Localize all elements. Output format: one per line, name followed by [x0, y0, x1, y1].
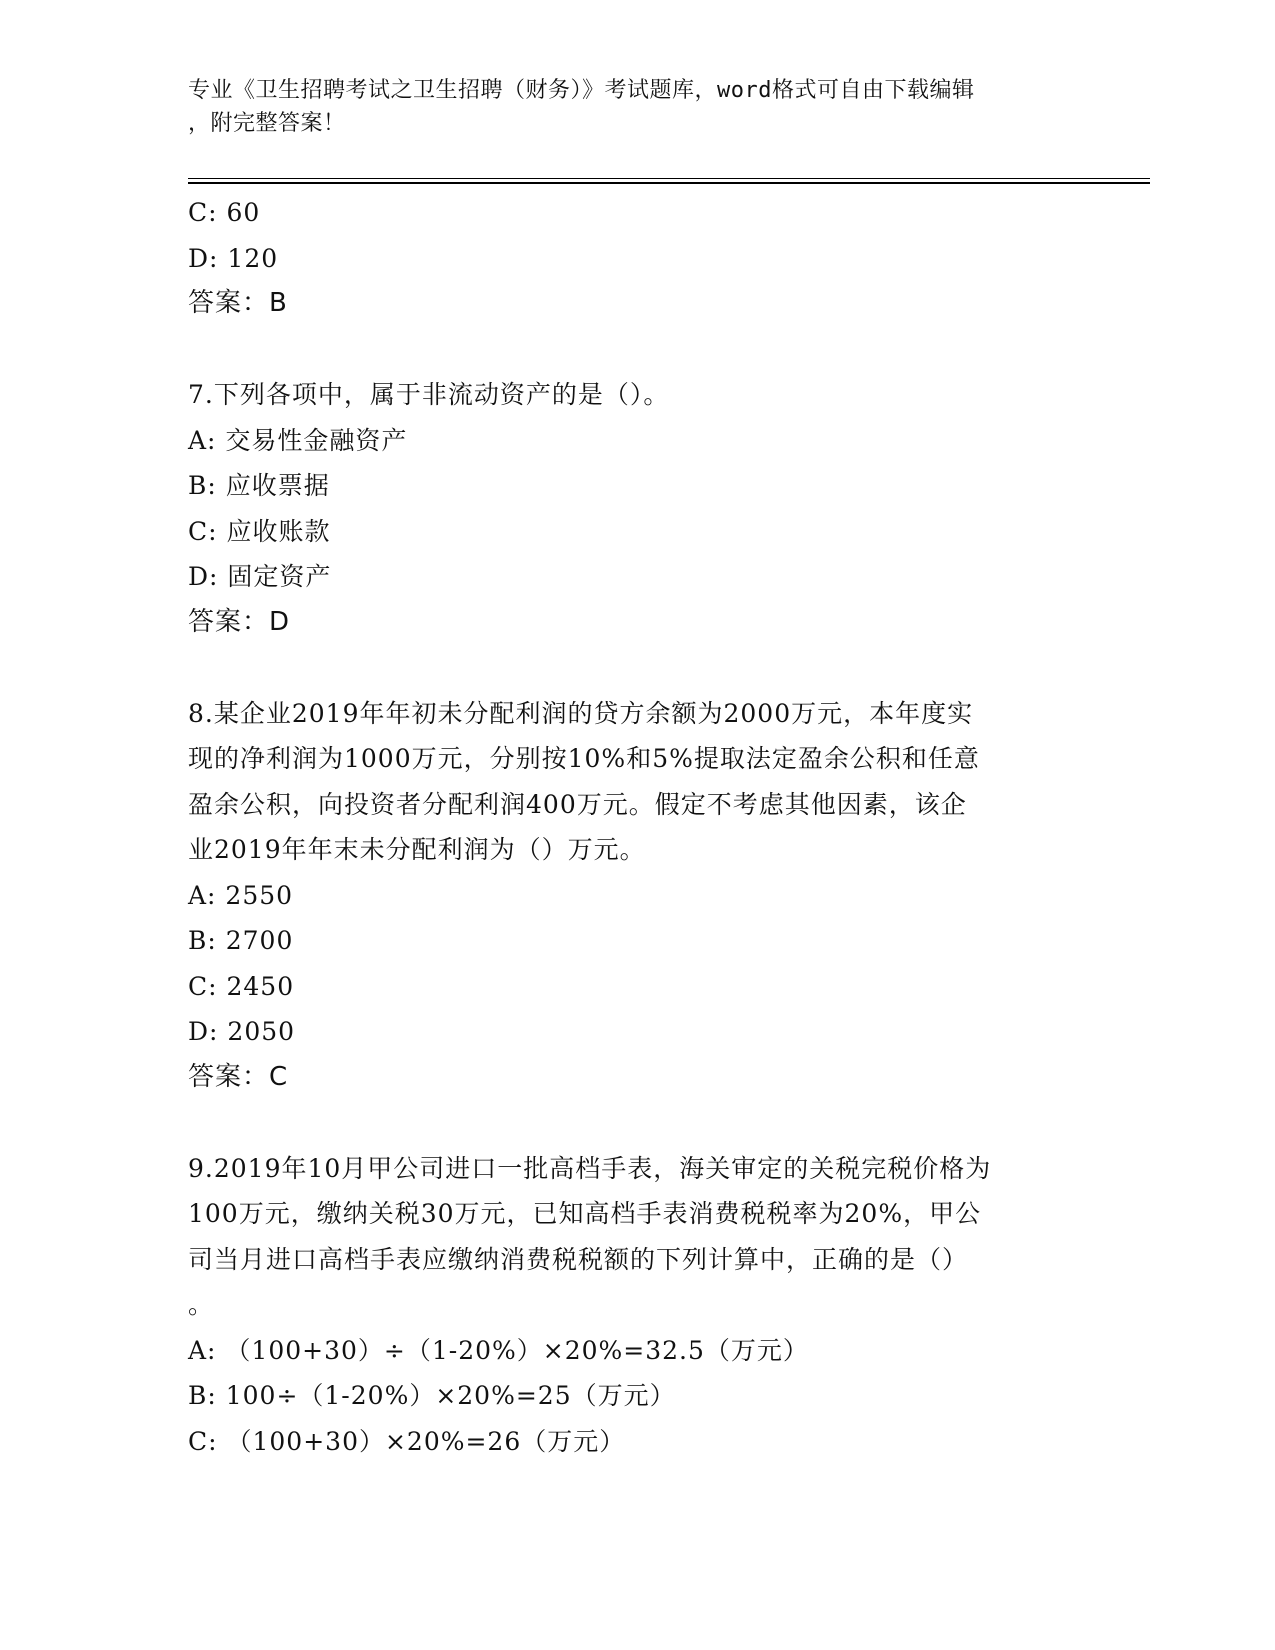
document-header: [188, 74, 1068, 140]
header-line-2: ，附完整答案！: [188, 111, 346, 136]
prev-answer: 答案：B: [188, 288, 288, 318]
prev-option-c: C: 60: [188, 198, 261, 227]
q9-stem-line-3: 司当月进口高档手表应缴纳消费税税额的下列计算中，正确的是（）: [188, 1244, 969, 1274]
q7-option-a: A: 交易性金融资产: [188, 425, 408, 455]
q9-stem-line-2: 100万元，缴纳关税30万元，已知高档手表消费税税率为20%，甲公: [188, 1199, 982, 1228]
q8-option-a: A: 2550: [188, 880, 294, 910]
q8-stem-line-4: 业2019年年末未分配利润为（）万元。: [188, 835, 646, 864]
q7-option-c: C: 应收账款: [188, 516, 331, 546]
spacer: [188, 1100, 1088, 1146]
q7-option-d: D: 固定资产: [188, 562, 332, 591]
q8-stem-line-3: 盈余公积，向投资者分配利润400万元。假定不考虑其他因素，该企: [188, 789, 967, 819]
header-divider-thick: [188, 182, 1150, 184]
q9-option-a: A: （100+30）÷（1-20%）×20%=32.5（万元）: [188, 1335, 809, 1365]
q9-option-c: C: （100+30）×20%=26（万元）: [188, 1426, 626, 1456]
q8-option-c: C: 2450: [188, 971, 295, 1001]
q7-option-b: B: 应收票据: [188, 471, 330, 500]
q9-stem-line-1: 9.2019年10月甲公司进口一批高档手表，海关审定的关税完税价格为: [188, 1153, 992, 1183]
q9-stem-line-4: 。: [188, 1290, 215, 1319]
q8-option-d: D: 2050: [188, 1017, 296, 1046]
header-line-1: 专业《卫生招聘考试之卫生招聘（财务）》考试题库，word格式可自由下载编辑: [188, 78, 975, 103]
q8-option-b: B: 2700: [188, 926, 294, 955]
q7-answer: 答案：D: [188, 606, 291, 637]
q8-stem-line-2: 现的净利润为1000万元，分别按10%和5%提取法定盈余公积和任意: [188, 744, 980, 773]
spacer: [188, 327, 1088, 373]
q8-stem-line-1: 8.某企业2019年年初未分配利润的贷方余额为2000万元，本年度实: [188, 698, 974, 728]
q7-stem: 7.下列各项中，属于非流动资产的是（）。: [188, 380, 670, 409]
question-list: [188, 190, 1088, 1464]
header-divider-thin: [188, 178, 1150, 179]
q9-option-b: B: 100÷（1-20%）×20%=25（万元）: [188, 1381, 676, 1410]
prev-option-d: D: 120: [188, 243, 279, 273]
q8-answer: 答案：C: [188, 1061, 289, 1092]
spacer: [188, 645, 1088, 691]
